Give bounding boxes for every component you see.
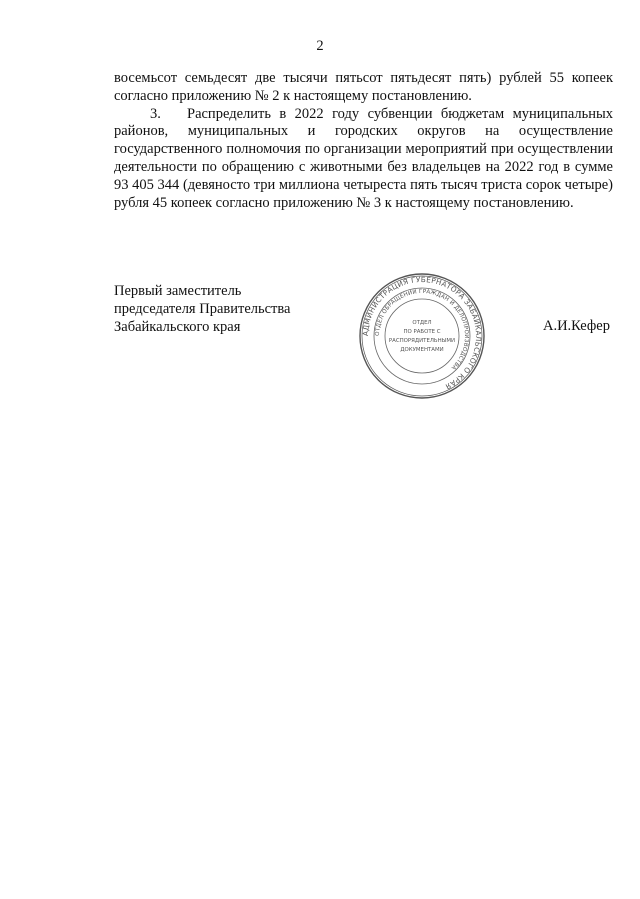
signature-position: [114, 282, 290, 336]
document-body: [114, 70, 613, 212]
paragraph-3-text: Распределить в 2022 году субвенции бюджетам муниципальных районов, муниципальных и городских округов на осуществление государственного полномочия по организации мероприятий при осуществлении деятельности по обращению с животными без владельцев на 2022 год в сумме 93 405 344 (девяносто три миллиона четыреста пять тысяч триста сорок четыре) рубля 45 копеек согласно приложению № 3 к настоящему постановлению.: [114, 105, 613, 211]
stamp-outer-text: АДМИНИСТРАЦИЯ ГУБЕРНАТОРА ЗАБАЙКАЛЬСКОГО КРАЯ: [360, 274, 484, 392]
stamp-center-line-3: РАСПОРЯДИТЕЛЬНЫМИ: [388, 338, 456, 344]
paragraph-3-number: 3.: [150, 105, 161, 122]
stamp-center-line-4: ДОКУМЕНТАМИ: [400, 347, 444, 353]
position-line-3: Забайкальского края: [114, 319, 241, 335]
position-line-1: Первый заместитель: [114, 283, 242, 299]
stamp-inner-text: ОТДЕЛ ОБРАЩЕНИЙ ГРАЖДАН И ДЕЛОПРОИЗВОДСТВА: [374, 288, 470, 371]
paragraph-3: [114, 106, 613, 213]
stamp-center-line-2: ПО РАБОТЕ С: [403, 329, 441, 335]
position-line-2: председателя Правительства: [114, 301, 291, 317]
stamp-center-line-1: ОТДЕЛ: [412, 320, 432, 326]
official-seal-stamp: [358, 272, 486, 400]
page-number: 2: [316, 38, 324, 54]
signer-name: А.И.Кефер: [542, 318, 610, 334]
paragraph-continuation: восемьсот семьдесят две тысячи пятьсот пятьдесят пять) рублей 55 копеек согласно приложению № 2 к настоящему постановлению.: [114, 70, 613, 104]
